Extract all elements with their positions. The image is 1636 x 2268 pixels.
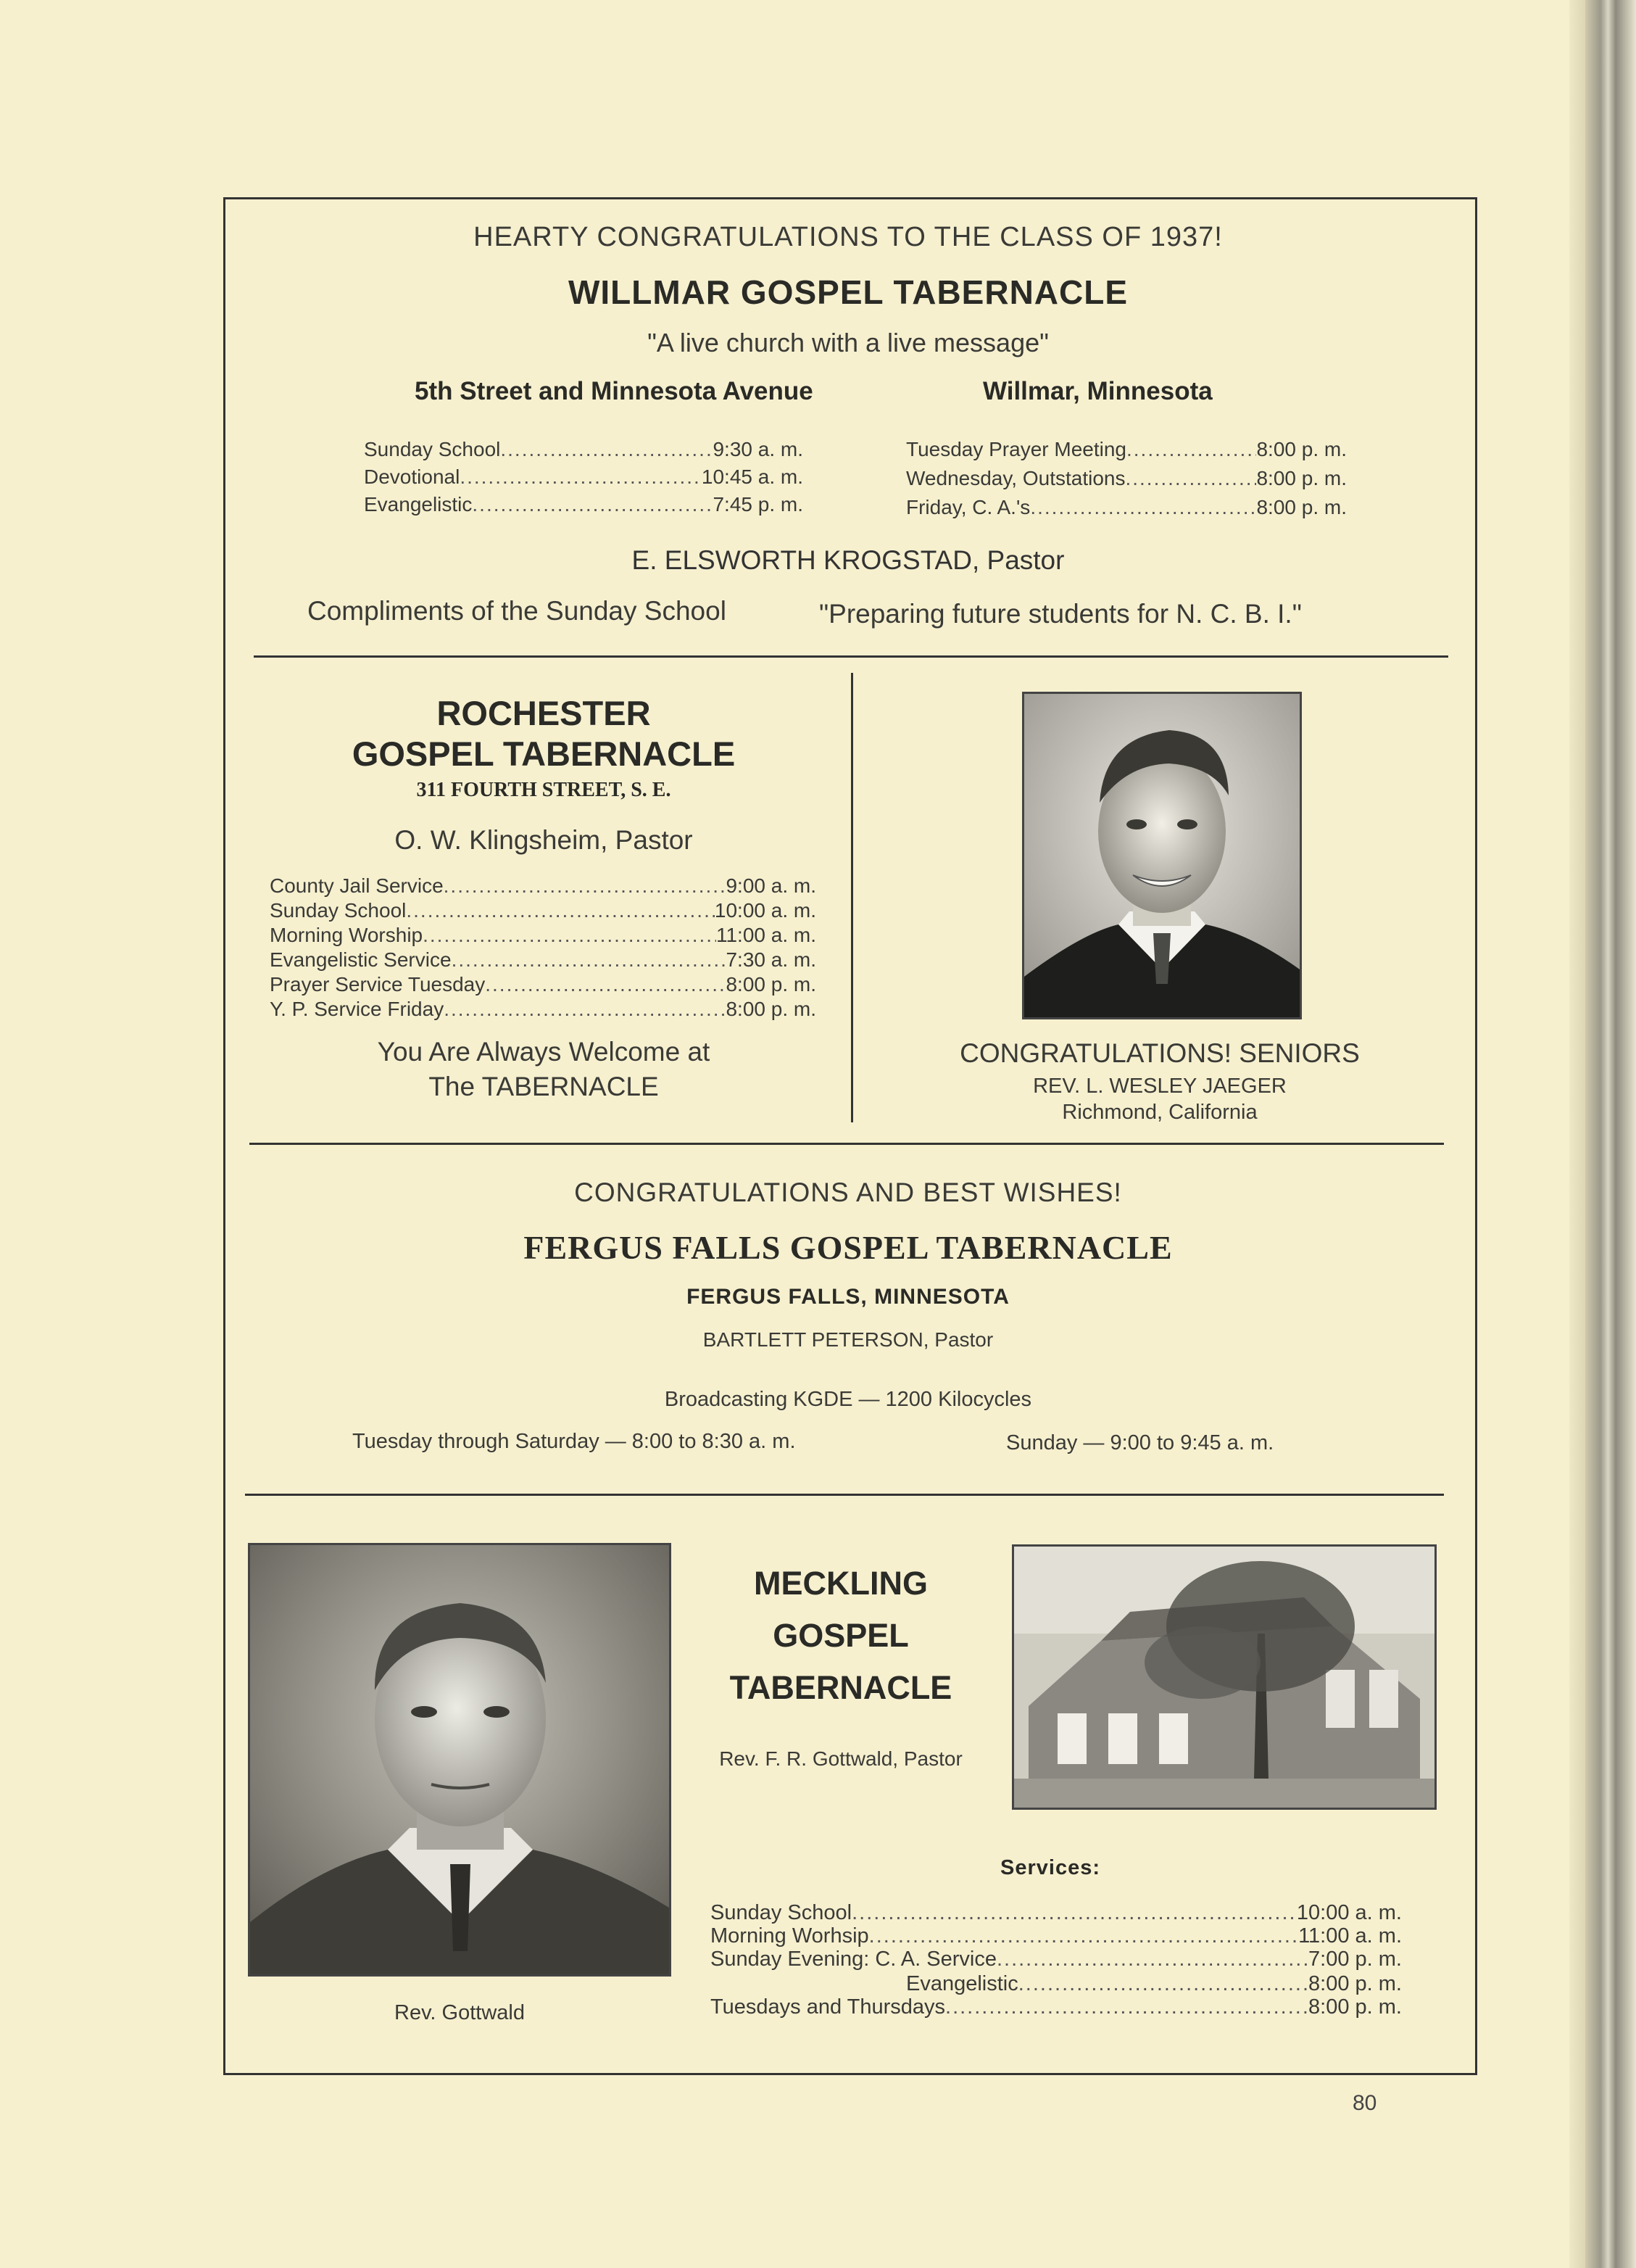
church-building-photo [1012,1544,1437,1810]
fergus-sunday: Sunday — 9:00 to 9:45 a. m. [1006,1431,1274,1454]
fergus-city: FERGUS FALLS, MINNESOTA [686,1285,1010,1309]
portrait-image [250,1545,669,1974]
meckling-row: Sunday Evening: C. A. Service ..... 7:00 p. m. [710,1948,1402,1971]
meckling-name-line1: MECKLING [754,1565,928,1602]
meckling-pastor: Rev. F. R. Gottwald, Pastor [719,1747,963,1770]
meckling-services-heading: Services: [1000,1856,1100,1879]
rochester-pastor: O. W. Klingsheim, Pastor [394,825,693,855]
rochester-row: Prayer Service Tuesday ..... 8:00 p. m. [270,973,816,996]
binding-edge [1585,0,1636,2268]
willmar-name: WILLMAR GOSPEL TABERNACLE [568,273,1129,311]
column-divider [851,673,853,1122]
rochester-row: Evangelistic Service ..... 7:30 a. m. [270,948,816,972]
fergus-broadcast: Broadcasting KGDE — 1200 Kilocycles [664,1388,1032,1411]
willmar-greeting: HEARTY CONGRATULATIONS TO THE CLASS OF 1937! [473,222,1223,252]
divider [254,655,1448,658]
willmar-left-row: Evangelistic ..... 7:45 p. m. [364,493,803,516]
willmar-motto: "A live church with a live message" [647,328,1049,357]
jaeger-congrats: CONGRATULATIONS! SENIORS [960,1038,1360,1068]
jaeger-portrait-photo [1022,692,1302,1019]
divider [245,1494,1444,1496]
rochester-welcome-line1: You Are Always Welcome at [377,1037,710,1067]
fergus-name: FERGUS FALLS GOSPEL TABERNACLE [523,1229,1173,1266]
page-number: 80 [1353,2091,1377,2115]
willmar-left-row: Devotional ..... 10:45 a. m. [364,465,803,489]
jaeger-name: REV. L. WESLEY JAEGER [1033,1075,1287,1098]
jaeger-location: Richmond, California [1062,1101,1258,1124]
building-image [1014,1547,1434,1808]
page-gutter [1569,0,1585,2268]
willmar-right-row: Wednesday, Outstations ..... 8:00 p. m. [906,467,1347,490]
willmar-right-row: Tuesday Prayer Meeting ..... 8:00 p. m. [906,438,1347,461]
rochester-row: County Jail Service ..... 9:00 a. m. [270,874,816,898]
portrait-image [1024,694,1300,1017]
rochester-row: Morning Worship ..... 11:00 a. m. [270,924,816,947]
meckling-name-line3: TABERNACLE [729,1669,952,1706]
meckling-row: Tuesdays and Thursdays ..... 8:00 p. m. [710,1995,1402,2019]
fergus-pastor: BARTLETT PETERSON, Pastor [702,1328,994,1351]
willmar-pastor: E. ELSWORTH KROGSTAD, Pastor [631,545,1065,575]
willmar-city: Willmar, Minnesota [983,377,1213,405]
rochester-name-line1: ROCHESTER [436,694,651,732]
willmar-right-row: Friday, C. A.'s ..... 8:00 p. m. [906,496,1347,519]
meckling-row: Morning Worhsip ..... 11:00 a. m. [710,1924,1402,1948]
willmar-left-row: Sunday School ..... 9:30 a. m. [364,438,803,461]
fergus-greeting: CONGRATULATIONS AND BEST WISHES! [574,1178,1122,1207]
meckling-row: Sunday School ..... 10:00 a. m. [710,1901,1402,1925]
meckling-name-line2: GOSPEL [773,1617,909,1654]
fergus-weekday: Tuesday through Saturday — 8:00 to 8:30 a. m. [352,1430,796,1453]
willmar-preparing: "Preparing future students for N. C. B. I." [819,599,1302,629]
willmar-street: 5th Street and Minnesota Avenue [415,377,813,405]
rochester-name-line2: GOSPEL TABERNACLE [352,734,736,773]
rochester-welcome-line2: The TABERNACLE [428,1072,659,1101]
rochester-row: Y. P. Service Friday ..... 8:00 p. m. [270,998,816,1021]
gottwald-portrait-photo [248,1543,671,1977]
rochester-row: Sunday School ..... 10:00 a. m. [270,899,816,922]
rochester-address: 311 FOURTH STREET, S. E. [416,779,671,801]
divider [249,1143,1444,1145]
willmar-compliments: Compliments of the Sunday School [307,596,726,626]
gottwald-photo-caption: Rev. Gottwald [394,2001,525,2024]
meckling-row: Evangelistic ..... 8:00 p. m. [906,1972,1402,1996]
